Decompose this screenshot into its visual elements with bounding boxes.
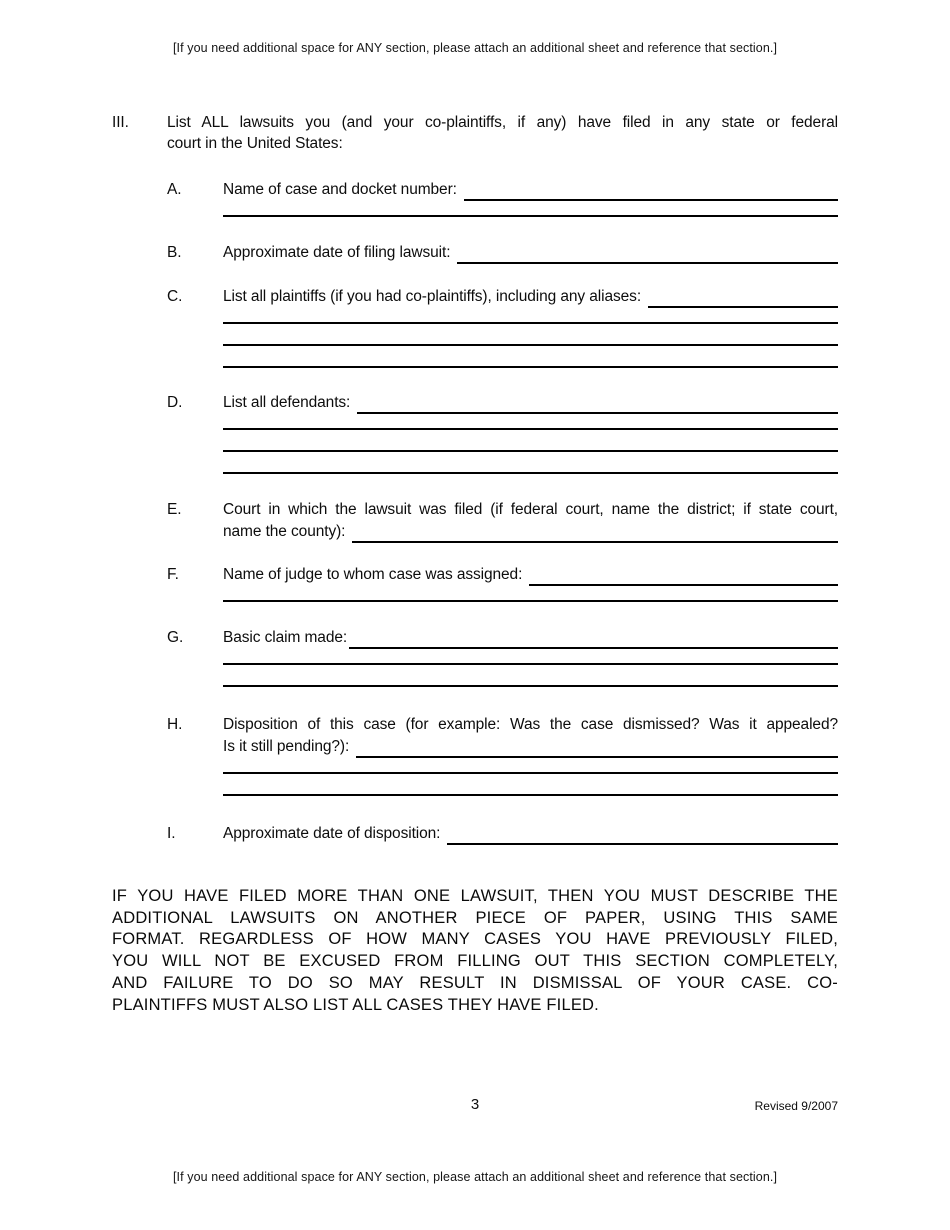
item-label: Approximate date of filing lawsuit: <box>223 244 451 261</box>
answer-line <box>223 665 838 687</box>
item-label-line2: Is it still pending?): <box>223 738 350 755</box>
answer-line <box>223 586 838 602</box>
item-f-judge <box>167 564 838 602</box>
notice-line: YOU WILL NOT BE EXCUSED FROM FILLING OUT THIS SECTION COMPLETELY, <box>112 952 838 971</box>
answer-line <box>464 179 838 201</box>
answer-line <box>349 627 838 649</box>
answer-line <box>447 823 838 845</box>
answer-line <box>223 649 838 665</box>
revision-date: Revised 9/2007 <box>754 1099 838 1114</box>
item-letter: G. <box>167 629 184 646</box>
item-letter: D. <box>167 394 183 411</box>
item-letter: C. <box>167 288 183 305</box>
item-i-disposition-date <box>167 823 838 845</box>
additional-space-note-top: [If you need additional space for ANY section, please attach an additional sheet and reference that section.] <box>172 41 778 55</box>
item-a-case-name <box>167 179 838 217</box>
item-d-defendants <box>167 392 838 474</box>
notice-line: AND FAILURE TO DO SO MAY RESULT IN DISMISSAL OF YOUR CASE. CO- <box>112 973 838 992</box>
answer-line <box>457 242 838 264</box>
notice-line: FORMAT. REGARDLESS OF HOW MANY CASES YOU HAVE PREVIOUSLY FILED, <box>112 930 838 949</box>
section-heading-line2: court in the United States: <box>167 135 343 152</box>
item-label: List all defendants: <box>223 394 351 411</box>
answer-line <box>223 308 838 324</box>
answer-line <box>352 521 838 543</box>
lawsuit-question-list <box>167 179 838 845</box>
page-footer <box>112 1096 838 1114</box>
item-c-plaintiffs <box>167 286 838 368</box>
item-label: Approximate date of disposition: <box>223 825 441 842</box>
item-g-basic-claim <box>167 627 838 687</box>
answer-line <box>223 774 838 796</box>
item-label: Basic claim made: <box>223 629 348 646</box>
item-label: Name of case and docket number: <box>223 181 457 198</box>
notice-line: IF YOU HAVE FILED MORE THAN ONE LAWSUIT, THEN YOU MUST DESCRIBE THE <box>112 887 838 905</box>
section-iii-heading <box>112 112 838 154</box>
item-label: List all plaintiffs (if you had co-plaintiffs), including any aliases: <box>223 288 642 305</box>
answer-line <box>357 392 838 414</box>
answer-line <box>529 564 838 586</box>
item-letter: H. <box>167 716 183 733</box>
item-label-line1: Court in which the lawsuit was filed (if federal court, name the district; if state court, <box>223 501 838 518</box>
page-number: 3 <box>470 1096 480 1114</box>
item-letter: F. <box>167 566 179 583</box>
multiple-lawsuits-notice <box>112 886 838 1016</box>
item-letter: B. <box>167 244 182 261</box>
item-label: Name of judge to whom case was assigned: <box>223 566 523 583</box>
notice-line: PLAINTIFFS MUST ALSO LIST ALL CASES THEY HAVE FILED. <box>112 995 599 1014</box>
answer-line <box>356 736 838 758</box>
item-label-line1: Disposition of this case (for example: Was the case dismissed? Was it appealed? <box>223 716 838 733</box>
answer-line <box>648 286 838 308</box>
item-letter: E. <box>167 501 182 518</box>
item-e-court <box>167 499 838 543</box>
answer-line <box>223 346 838 368</box>
notice-line: ADDITIONAL LAWSUITS ON ANOTHER PIECE OF PAPER, USING THIS SAME <box>112 908 838 927</box>
section-heading-line1: List ALL lawsuits you (and your co-plaintiffs, if any) have filed in any state or federal <box>167 114 838 131</box>
item-label-line2: name the county): <box>223 523 346 540</box>
item-h-disposition <box>167 714 838 796</box>
answer-line <box>223 758 838 774</box>
item-letter: I. <box>167 825 176 842</box>
additional-space-note-bottom: [If you need additional space for ANY section, please attach an additional sheet and reference that section.] <box>172 1170 778 1185</box>
item-letter: A. <box>167 181 182 198</box>
item-b-filing-date <box>167 242 838 264</box>
section-number: III. <box>112 114 129 131</box>
answer-line <box>223 324 838 346</box>
answer-line <box>223 414 838 430</box>
section-heading-text <box>167 112 838 154</box>
answer-line <box>223 452 838 474</box>
answer-line <box>223 201 838 217</box>
answer-line <box>223 430 838 452</box>
